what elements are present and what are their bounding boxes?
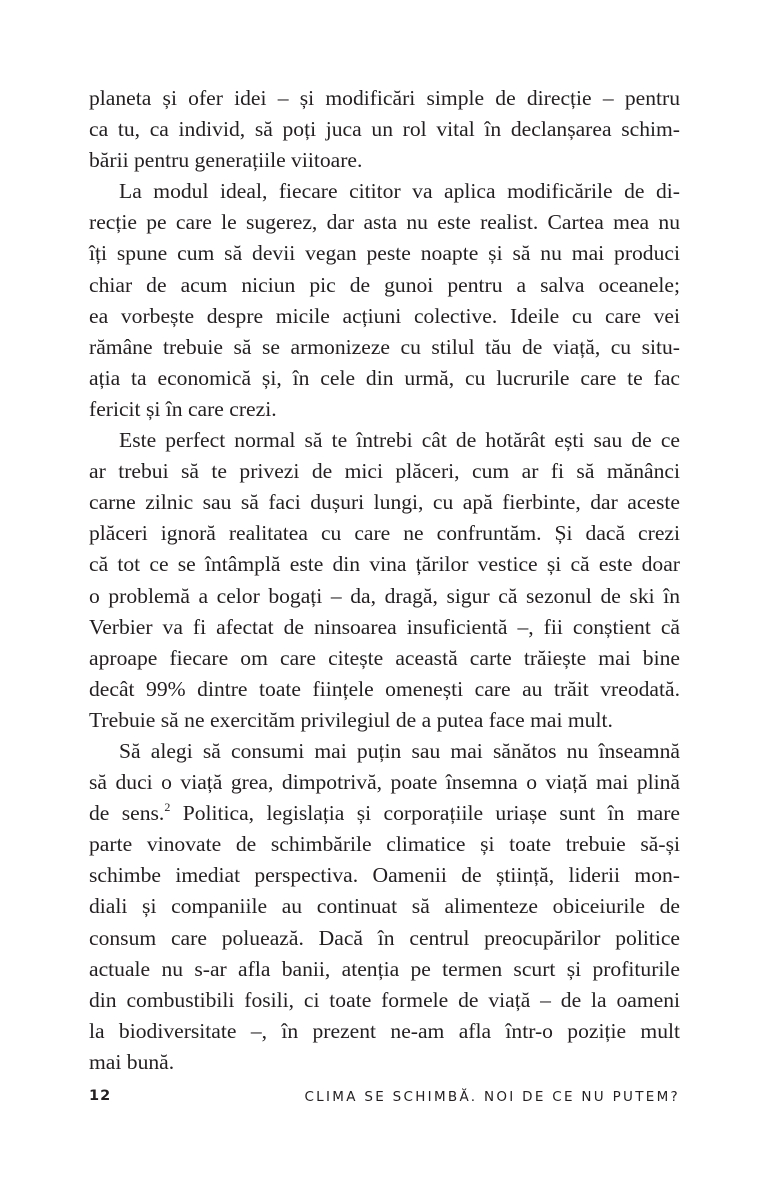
paragraph <box>89 176 680 425</box>
text-line: actuale nu s-ar afla banii, atenția pe termen scurt și profiturile <box>89 956 680 981</box>
page-number: 12 <box>89 1088 112 1104</box>
text-line: îți spune cum să devii vegan peste noapte și să nu mai produci <box>89 241 680 266</box>
text-line: recție pe care le sugerez, dar asta nu este realist. Cartea mea nu <box>89 210 680 235</box>
paragraph <box>89 83 680 176</box>
text-line: din combustibili fosili, ci toate formele de viață – de la oameni <box>89 987 680 1012</box>
text-line: La modul ideal, fiecare cititor va aplica modificările de di- <box>119 179 680 204</box>
page-footer <box>89 1088 680 1110</box>
text-line: carne zilnic sau să faci dușuri lungi, cu apă fierbinte, dar aceste <box>89 490 680 515</box>
text-line: ar trebui să te privezi de mici plăceri, cum ar fi să mănânci <box>89 459 680 484</box>
text-line: Verbier va fi afectat de ninsoarea insuficientă –, fii conștient că <box>89 614 680 639</box>
text-line: aproape fiecare om care citește această carte trăiește mai bine <box>89 645 680 670</box>
text-line: schimbe imediat perspectiva. Oamenii de știință, liderii mon- <box>89 863 680 888</box>
text-line: ca tu, ca individ, să poți juca un rol vital în declanșarea schim- <box>89 117 680 142</box>
text-line: o problemă a celor bogați – da, dragă, sigur că sezonul de ski în <box>89 583 680 608</box>
text-line-with-footnote <box>89 798 680 829</box>
text-line: Trebuie să ne exercităm privilegiul de a putea face mai mult. <box>89 707 613 732</box>
text-line: Este perfect normal să te întrebi cât de hotărât ești sau de ce <box>119 428 680 453</box>
text-line: Să alegi să consumi mai puțin sau mai sănătos nu înseamnă <box>119 738 680 763</box>
text-line: parte vinovate de schimbările climatice și toate trebuie să-și <box>89 832 680 857</box>
running-title: CLIMA SE SCHIMBĂ. NOI DE CE NU PUTEM? <box>304 1089 680 1105</box>
text-line: ația ta economică și, în cele din urmă, cu lucrurile care te fac <box>89 365 680 390</box>
paragraph <box>89 736 680 1078</box>
text-line: fericit și în care crezi. <box>89 396 277 421</box>
text-line: plăceri ignoră realitatea cu care ne confruntăm. Și dacă crezi <box>89 521 680 546</box>
text-line: decât 99% dintre toate ființele omenești care au trăit vreodată. <box>89 676 680 701</box>
text-line: să duci o viață grea, dimpotrivă, poate însemna o viață mai plină <box>89 770 680 795</box>
paragraph <box>89 425 680 736</box>
text-fragment: Politica, legislația și corporațiile uriașe sunt în mare <box>170 801 680 826</box>
text-line: chiar de acum niciun pic de gunoi pentru a salva oceanele; <box>89 272 680 297</box>
footnote-marker[interactable]: 2 <box>164 800 171 815</box>
text-line: planeta și ofer idei – și modificări simple de direcție – pentru <box>89 86 680 110</box>
text-line: mai bună. <box>89 1049 175 1074</box>
text-line: diali și companiile au continuat să alimenteze obiceiurile de <box>89 894 680 919</box>
text-line: consum care poluează. Dacă în centrul preocupărilor politice <box>89 925 680 950</box>
text-line: bării pentru generațiile viitoare. <box>89 148 363 173</box>
text-line: rămâne trebuie să se armonizeze cu stilul tău de viață, cu situ- <box>89 334 680 359</box>
text-line: la biodiversitate –, în prezent ne-am afla într-o poziție mult <box>89 1018 680 1043</box>
text-fragment: de sens. <box>89 801 165 826</box>
text-line: ea vorbește despre micile acțiuni colective. Ideile cu care vei <box>89 303 680 328</box>
text-line: că tot ce se întâmplă este din vina țărilor vestice și că este doar <box>89 552 680 577</box>
body-text <box>89 83 680 1078</box>
